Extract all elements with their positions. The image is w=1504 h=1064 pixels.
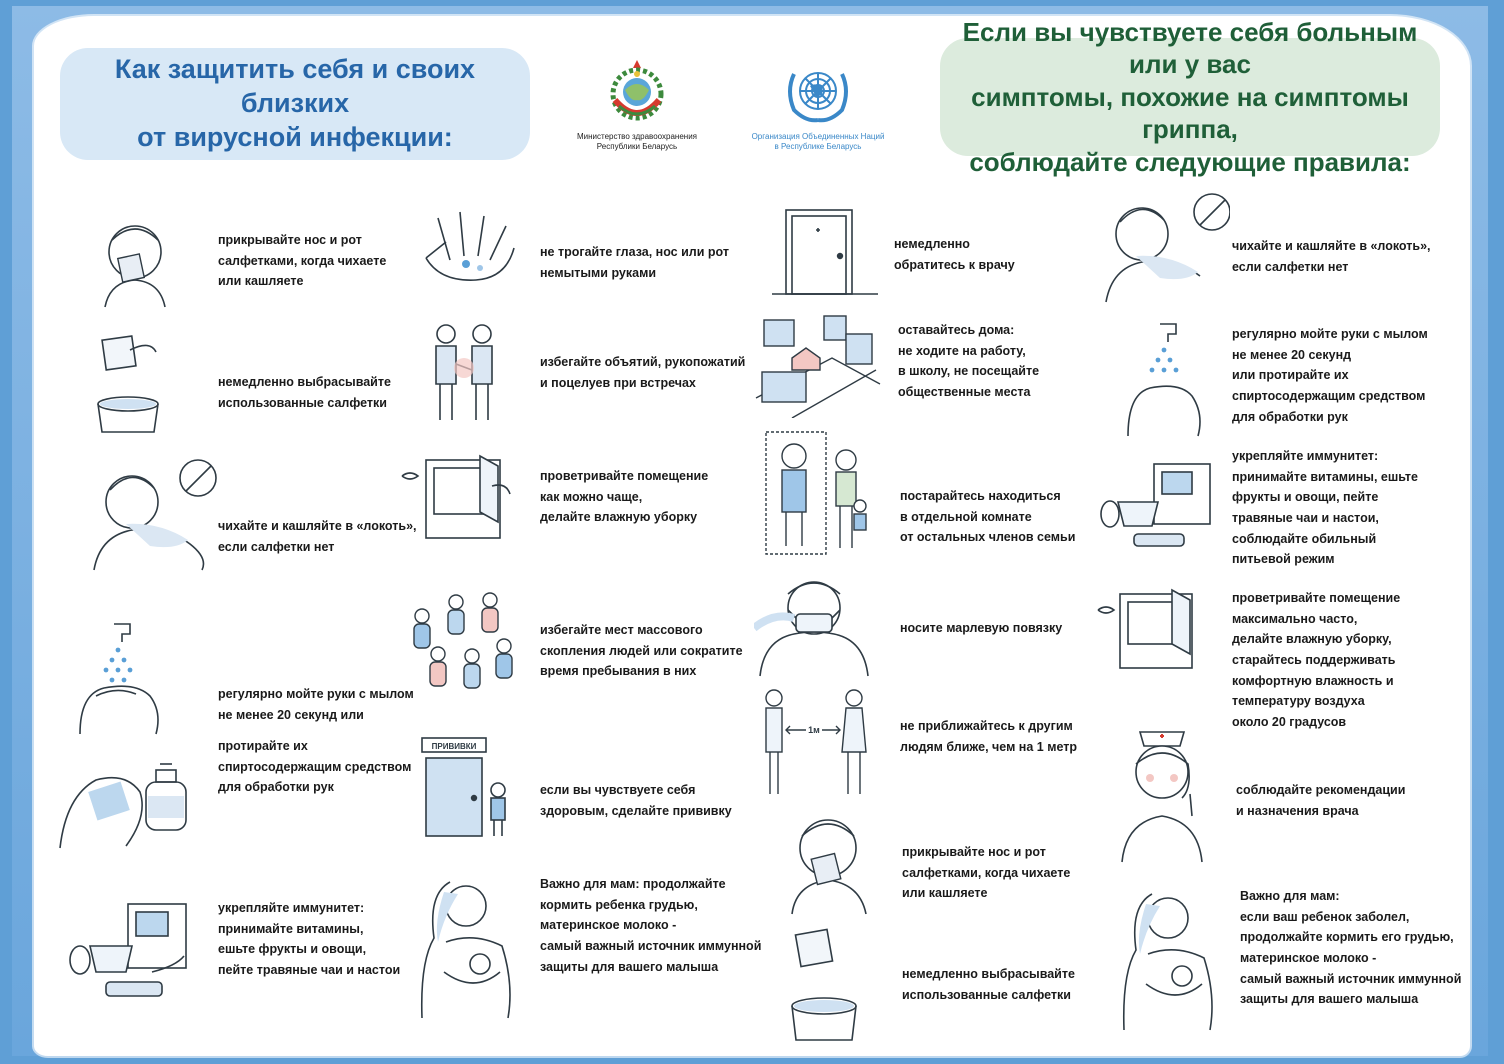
col4-item-2-line1: принимайте витамины, ешьте (1232, 469, 1418, 484)
col2-item-3-line2: время пребывания в них (540, 664, 697, 679)
right-banner-line3: соблюдайте следующие правила: (969, 146, 1411, 177)
un-emblem-icon (776, 56, 860, 126)
window-icon (1096, 588, 1206, 674)
col4-item-5-line3: материнское молоко - (1240, 950, 1377, 965)
handwash-icon (66, 616, 176, 736)
col1-item-5-line1: принимайте витамины, (218, 921, 364, 936)
handwash-icon (1120, 318, 1210, 438)
col4-item-2-line4: соблюдайте обильный (1232, 531, 1377, 546)
col2-item-1-line1: и поцелуев при встречах (540, 375, 696, 390)
col4-item-1-line2: или протирайте их (1232, 368, 1349, 383)
distance-label: 1м (808, 725, 820, 735)
left-banner-line1: Как защитить себя и своих близких (114, 54, 476, 119)
col2-item-2-line1: как можно чаще, (540, 489, 643, 504)
col3-item-6-line1: использованные салфетки (902, 987, 1071, 1002)
belarus-logo-line2: Республики Беларусь (596, 142, 678, 151)
col3-item-1-line1: не ходите на работу, (898, 343, 1026, 358)
nurse-icon (1112, 724, 1212, 864)
belarus-emblem-icon (595, 56, 679, 126)
col4-item-2-line3: травяные чаи и настои, (1232, 510, 1379, 525)
col4-item-5-line4: самый важный источник иммунной (1240, 971, 1462, 986)
col1-item-5-line3: пейте травяные чаи и настои (218, 962, 401, 977)
sanitizer-icon (56, 736, 196, 856)
col4-item-4-line1: и назначения врача (1236, 803, 1359, 818)
col3-item-2-line0: постарайтесь находиться (900, 489, 1061, 503)
left-banner (60, 48, 530, 160)
col2-item-5-line3: самый важный источник иммунной (540, 938, 762, 953)
col1-item-1-line1: использованные салфетки (218, 395, 387, 410)
belarus-logo-line1: Министерство здравоохранения (577, 132, 697, 141)
col1-item-4-line2: для обработки рук (218, 780, 334, 795)
col2-item-5-line1: кормить ребенка грудью, (540, 897, 698, 912)
dirty-hand-icon (420, 208, 520, 288)
col3-item-6-line0: немедленно выбрасывайте (902, 967, 1075, 981)
sneeze-napkin-icon (782, 808, 874, 918)
separate-room-icon (762, 430, 882, 556)
col2-item-3-line1: скопления людей или сократите (540, 643, 743, 658)
col3-item-5-line2: или кашляете (902, 886, 988, 901)
col4-item-4-line0: соблюдайте рекомендации (1236, 783, 1406, 797)
bin-icon (782, 926, 866, 1044)
crowd-icon (402, 586, 522, 716)
mask-icon (754, 568, 874, 678)
col1-item-2-line1: если салфетки нет (218, 539, 335, 554)
un-logo-line2: в Республике Беларусь (774, 142, 862, 151)
breastfeeding-icon (1116, 884, 1226, 1034)
col2-item-2-line2: делайте влажную уборку (540, 510, 698, 525)
stay-home-icon (752, 306, 882, 418)
sneeze-napkin-icon (90, 212, 180, 312)
col3-item-5-line0: прикрывайте нос и рот (902, 845, 1046, 859)
window-icon (396, 452, 516, 548)
col3-item-3-line0: носите марлевую повязку (900, 621, 1063, 635)
col2-item-4-line1: здоровым, сделайте прививку (540, 803, 732, 818)
col4-item-1-line4: для обработки рук (1232, 409, 1348, 424)
un-logo-line1: Организация Объединенных Наций (751, 132, 885, 141)
col1-item-4-line0: протирайте их (218, 739, 308, 753)
right-banner-line2: симптомы, похожие на симптомы гриппа, (971, 81, 1409, 145)
col4-item-3-line2: делайте влажную уборку, (1232, 632, 1392, 647)
col4-item-3-line4: комфортную влажность и (1232, 673, 1394, 688)
col3-item-0-line1: обратитесь к врачу (894, 257, 1015, 272)
col4-item-1-line1: не менее 20 секунд (1232, 347, 1352, 362)
col3-item-1-line2: в школу, не посещайте (898, 364, 1040, 379)
col3-item-2-line2: от остальных членов семьи (900, 530, 1076, 545)
vaccination-door-icon (414, 736, 514, 840)
vitamins-icon (66, 896, 196, 1006)
col3-item-2-line1: в отдельной комнате (900, 509, 1032, 524)
col1-item-0-line1: салфетками, когда чихаете (218, 253, 387, 268)
col4-item-3-line3: старайтесь поддерживать (1232, 652, 1396, 667)
elbow-cough-icon (1100, 190, 1230, 308)
col3-item-4-line1: людям ближе, чем на 1 метр (900, 739, 1077, 754)
breastfeeding-icon (414, 872, 524, 1022)
col2-item-0-line1: немытыми руками (540, 265, 657, 280)
col3-item-5-line1: салфетками, когда чихаете (902, 865, 1071, 880)
un-logo (738, 56, 898, 152)
right-banner (940, 16, 1440, 177)
col4-item-0-line1: если салфетки нет (1232, 259, 1349, 274)
col2-item-2-line0: проветривайте помещение (540, 469, 709, 483)
col1-item-5-line0: укрепляйте иммунитет: (218, 901, 365, 915)
col2-item-4-line0: если вы чувствуете себя (540, 783, 696, 797)
left-banner-line2: от вирусной инфекции: (137, 121, 453, 152)
col1-item-0-line2: или кашляете (218, 274, 304, 289)
col4-item-2-line0: укрепляйте иммунитет: (1232, 449, 1379, 463)
col2-item-3-line0: избегайте мест массового (540, 623, 703, 637)
vitamins-icon (1098, 446, 1218, 556)
col4-item-5-line1: если ваш ребенок заболел, (1240, 909, 1410, 924)
col2-item-0-line0: не трогайте глаза, нос или рот (540, 245, 729, 259)
col3-item-0-line0: немедленно (894, 237, 970, 251)
col3-item-1-line3: общественные места (898, 384, 1031, 399)
col1-item-4-line1: спиртосодержащим средством (218, 759, 412, 774)
col2-item-5-line2: материнское молоко - (540, 918, 677, 933)
col2-item-1-line0: избегайте объятий, рукопожатий (540, 355, 746, 369)
col4-item-3-line1: максимально часто, (1232, 611, 1358, 626)
col3-item-1-line0: оставайтесь дома: (898, 323, 1015, 337)
vaccination-sign: ПРИВИВКИ (431, 742, 477, 751)
handshake-icon (426, 318, 506, 426)
col4-item-5-line2: продолжайте кормить его грудью, (1240, 930, 1454, 945)
col4-item-1-line3: спиртосодержащим средством (1232, 388, 1426, 403)
col4-item-3-line6: около 20 градусов (1232, 714, 1347, 729)
col4-item-5-line5: защиты для вашего малыша (1240, 992, 1419, 1007)
col1-item-3-line1: не менее 20 секунд или (218, 707, 364, 722)
col3-item-4-line0: не приближайтесь к другим (900, 719, 1073, 733)
doctor-door-icon (770, 206, 880, 298)
col4-item-2-line5: питьевой режим (1232, 552, 1335, 567)
col4-item-3-line5: температуру воздуха (1232, 694, 1365, 709)
col1-item-1-line0: немедленно выбрасывайте (218, 375, 391, 389)
distance-icon (760, 686, 880, 800)
right-banner-line1: Если вы чувствуете себя больным или у вас (962, 16, 1418, 80)
col2-item-5-line4: защиты для вашего малыша (540, 959, 719, 974)
belarus-ministry-logo (562, 56, 712, 152)
col1-item-0-line0: прикрывайте нос и рот (218, 233, 362, 247)
bin-icon (90, 330, 170, 435)
col1-item-3-line0: регулярно мойте руки с мылом (218, 687, 414, 701)
col1-item-2-line0: чихайте и кашляйте в «локоть», (218, 519, 417, 533)
col4-item-2-line2: фрукты и овощи, пейте (1232, 490, 1379, 505)
col4-item-3-line0: проветривайте помещение (1232, 591, 1401, 605)
col4-item-5-line0: Важно для мам: (1240, 889, 1340, 903)
col4-item-1-line0: регулярно мойте руки с мылом (1232, 327, 1428, 341)
col1-item-5-line2: ешьте фрукты и овощи, (218, 942, 367, 957)
elbow-cough-icon (90, 458, 220, 578)
col2-item-5-line0: Важно для мам: продолжайте (540, 877, 726, 891)
col4-item-0-line0: чихайте и кашляйте в «локоть», (1232, 239, 1431, 253)
